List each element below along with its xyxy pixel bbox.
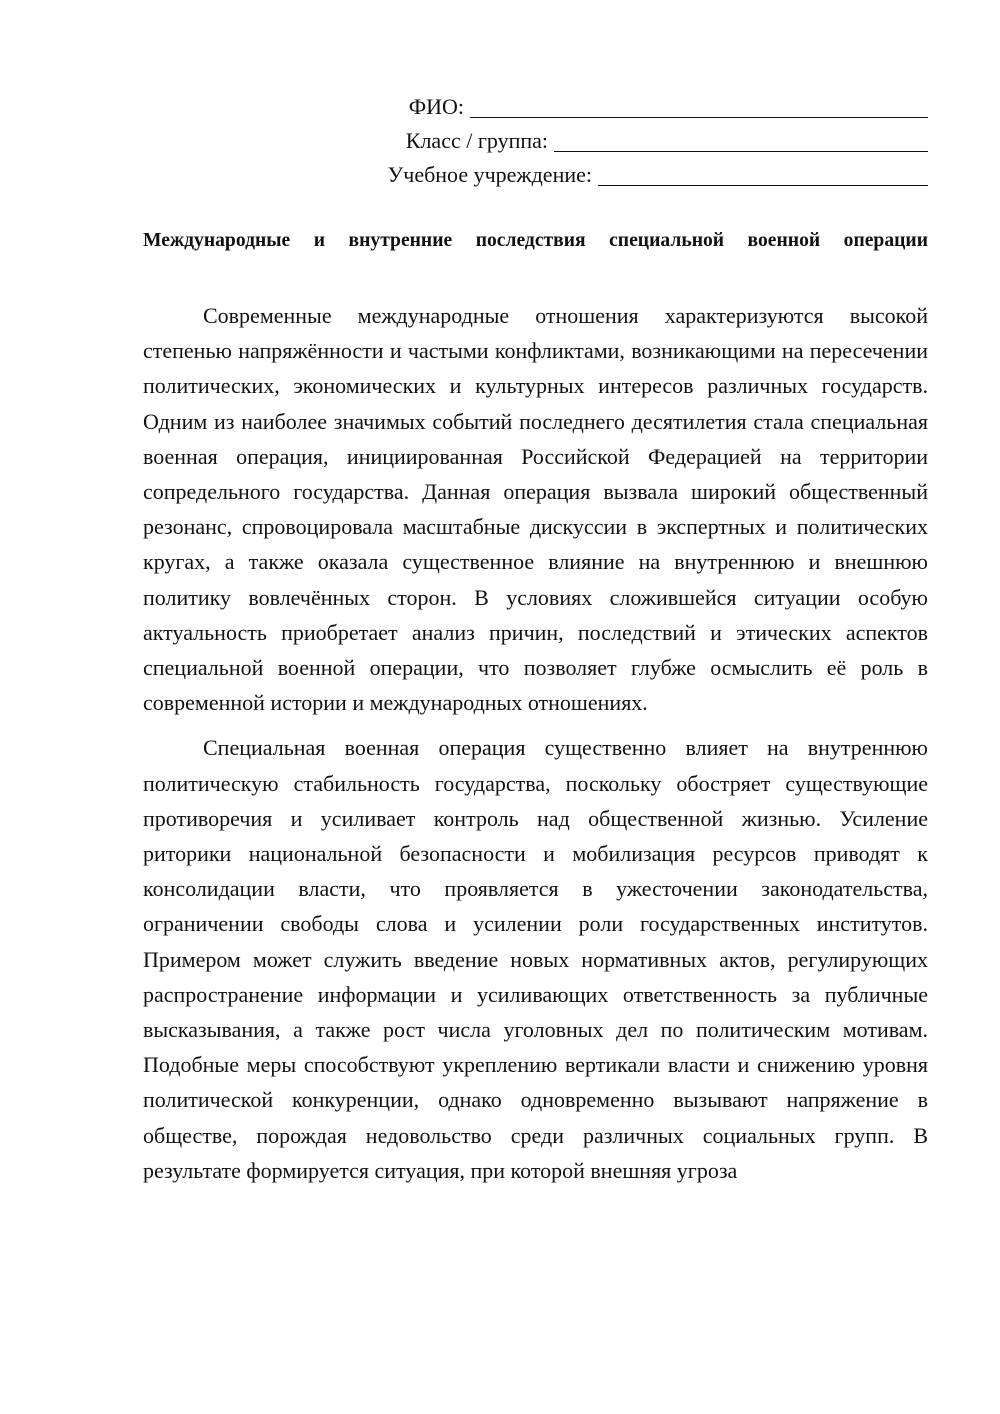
school-blank-line [598,159,928,186]
paragraph-1: Современные международные отношения характеризуются высокой степенью напряжённости и частыми конфликтами, возникающими на пересечении политических, экономических и культурных интересов различных государств. Одним из наиболее значимых событий последнего десятилетия стала специальная военная операция, инициированная Российской Федерацией на территории сопредельного государства. Данная операция вызвала широкий общественный резонанс, спровоцировала масштабные дискуссии в экспертных и политических кругах, а также оказала существенное влияние на внутреннюю и внешнюю политику вовлечённых сторон. В условиях сложившейся ситуации особую актуальность приобретает анализ причин, последствий и этических аспектов специальной военной операции, что позволяет глубже осмыслить её роль в современной истории и международных отношениях. [143,303,928,716]
fio-label: ФИО: [408,94,464,119]
document-page [143,90,928,1188]
paragraph-2: Специальная военная операция существенно влияет на внутреннюю политическую стабильность государства, поскольку обостряет существующие противоречия и усиливает контроль над общественной жизнью. Усиление риторики национальной безопасности и мобилизация ресурсов приводят к консолидации власти, что проявляется в ужесточении законодательства, ограничении свободы слова и усилении роли государственных институтов. Примером может служить введение новых нормативных актов, регулирующих распространение информации и усиливающих ответственность за публичные высказывания, а также рост числа уголовных дел по политическим мотивам. Подобные меры способствуют укреплению вертикали власти и снижению уровня политической конкуренции, однако одновременно вызывают напряжение в обществе, порождая недовольство среди различных социальных групп. В результате формируется ситуация, при которой внешняя угроза [143,735,928,1183]
class-blank-line [554,125,928,152]
student-info-block [143,90,928,192]
class-label: Класс / группа: [405,128,548,153]
school-field [388,158,928,192]
document-title: Международные и внутренние последствия специальной военной операции [143,230,928,251]
fio-blank-line [470,91,928,118]
fio-field [409,90,928,124]
class-field [406,124,928,158]
school-label: Учебное учреждение: [387,162,592,187]
